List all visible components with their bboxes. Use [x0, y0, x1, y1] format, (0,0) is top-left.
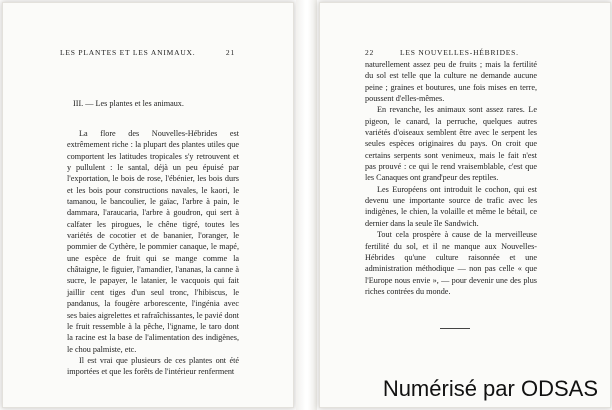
left-header-title: LES PLANTES ET LES ANIMAUX. — [60, 48, 196, 57]
left-body-text — [67, 128, 239, 378]
right-page-number: 22 — [365, 48, 375, 57]
left-running-header — [60, 48, 235, 60]
watermark: Numérisé par ODSAS — [382, 376, 598, 401]
paragraph: En revanche, les animaux sont assez rares. Le pigeon, le canard, la perruche, quelques autres variétés d'oiseaux semblent être avec le serpent les seules espèces originaires du pays. On croit que certains serpents sont venimeux, mais le fait n'est pas prouvé : ce qui le rend vraisemblable, c'est que les Canaques ont grand'peur des reptiles. — [365, 105, 537, 183]
continuation-paragraph: naturellement assez peu de fruits ; mais la fertilité du sol est telle que la culture ne demande aucune peine ; graines et boutures, une fois mises en terre, poussent d'elles-mêmes. — [365, 60, 537, 104]
end-rule — [440, 328, 470, 329]
paragraph: Il est vrai que plusieurs de ces plantes ont été importées et que les forêts de l'intérieur renferment — [67, 355, 239, 377]
right-page — [320, 3, 610, 407]
right-header-title: LES NOUVELLES-HÉBRIDES. — [400, 48, 519, 57]
section-title: III. — Les plantes et les animaux. — [73, 99, 184, 108]
right-body-text — [365, 59, 537, 297]
left-page-number: 21 — [225, 48, 235, 57]
paragraph: Les Européens ont introduit le cochon, qui est devenu une importante source de trafic avec les indigènes, le chien, la volaille et même le bétail, ce dernier dans la seule île Sandwich. — [365, 184, 537, 228]
left-page — [3, 3, 293, 407]
paragraph: Tout cela prospère à cause de la merveilleuse fertilité du sol, et il ne manque aux Nouvelles-Hébrides qu'une culture raisonnée et une administration méthodique — non pas celle « que l'Europe nous envie », — pour devenir une des plus riches contrées du monde. — [365, 230, 537, 296]
paragraph: La flore des Nouvelles-Hébrides est extrêmement riche : la plupart des plantes utiles que comportent les latitudes tropicales s'y retrouvent et y pullulent : le santal, déjà un peu épuisé par l'exportation, le bois de rose, l'ébénier, les bois durs et les bois pour constructions navales, le kaori, le tamanou, le bancoulier, le gaïac, l'arbre à pain, le dammara, l'araucaria, l'arbre à goudron, qui sert à calfater les pirogues, le chêne tigré, toutes les variétés de cocotier et de bananier, l'oranger, le pommier de Cythère, le pommier canaque, le mapé, une espèce de fruit qui se mange comme la châtaigne, le figuier, l'amandier, l'ananas, la canne à sucre, le papayer, le latanier, le vacquois qui fait jaillir cent tiges d'un seul tronc, l'hibiscus, le pandanus, la fougère arborescente, l'ingénia avec ses baies aigrelettes et rafraîchissantes, le pavié dont le fruit ressemble à la pêche, l'igname, le taro dont la racine est la base de l'alimentation des indigènes, le chou palmiste, etc. — [67, 129, 239, 354]
book-gutter — [296, 0, 317, 410]
